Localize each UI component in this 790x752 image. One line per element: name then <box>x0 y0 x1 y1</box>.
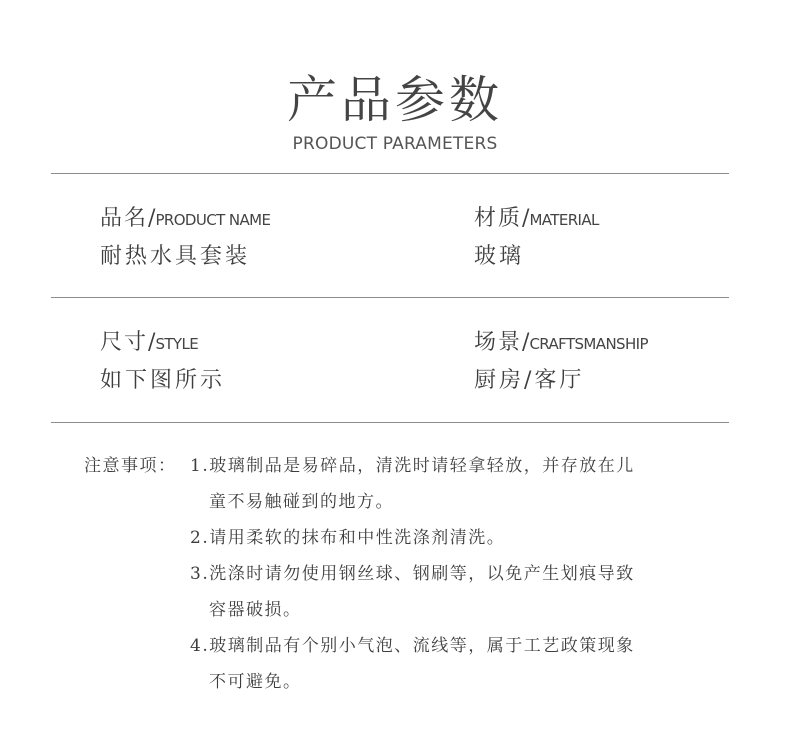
note-item-2 <box>190 522 505 554</box>
note-text: 请用柔软的抹布和中性洗涤剂清洗。 <box>209 528 506 548</box>
page-title: 产品参数 <box>287 71 503 129</box>
param-separator: / <box>522 206 530 231</box>
param-scene <box>474 328 648 396</box>
param-product-name <box>100 204 270 272</box>
note-item-1 <box>190 450 635 482</box>
param-material <box>474 204 599 272</box>
note-number: 1. <box>190 456 210 476</box>
note-item-4-continued: 不可避免。 <box>209 672 302 692</box>
note-text: 洗涤时请勿使用钢丝球、钢刷等，以免产生划痕导致 <box>209 564 635 584</box>
note-text: 玻璃制品是易碎品，清洗时请轻拿轻放，并存放在儿 <box>209 456 635 476</box>
param-separator: / <box>148 330 156 355</box>
note-number: 3. <box>190 564 210 584</box>
note-number: 4. <box>190 636 210 656</box>
param-value: 玻璃 <box>474 244 525 269</box>
divider <box>51 422 729 423</box>
param-separator: / <box>148 206 156 231</box>
param-separator: / <box>522 330 530 355</box>
divider <box>51 173 729 174</box>
note-number: 2. <box>190 528 210 548</box>
param-label-en: CRAFTSMANSHIP <box>529 335 648 353</box>
note-item-3 <box>190 558 635 590</box>
param-label-cn: 尺寸 <box>100 330 149 355</box>
param-label-en: MATERIAL <box>529 211 599 229</box>
param-label <box>100 204 270 234</box>
param-label-cn: 场景 <box>474 330 523 355</box>
divider <box>51 297 729 298</box>
param-size <box>100 328 225 396</box>
note-item-3-continued: 容器破损。 <box>209 600 302 620</box>
param-label-cn: 品名 <box>100 206 149 231</box>
param-label-en: STYLE <box>155 335 199 353</box>
param-label <box>474 328 648 358</box>
param-label <box>100 328 225 358</box>
param-label-cn: 材质 <box>474 206 523 231</box>
param-value: 耐热水具套装 <box>100 244 251 269</box>
param-value: 如下图所示 <box>100 368 226 393</box>
page-subtitle: PRODUCT PARAMETERS <box>292 134 498 154</box>
note-item-4 <box>190 630 635 662</box>
param-label-en: PRODUCT NAME <box>155 211 271 229</box>
param-value: 厨房/客厅 <box>474 368 585 393</box>
care-notes-heading: 注意事项： <box>84 456 177 476</box>
note-text: 玻璃制品有个别小气泡、流线等，属于工艺政策现象 <box>209 636 635 656</box>
note-item-1-continued: 童不易触碰到的地方。 <box>209 492 394 512</box>
param-label <box>474 204 599 234</box>
